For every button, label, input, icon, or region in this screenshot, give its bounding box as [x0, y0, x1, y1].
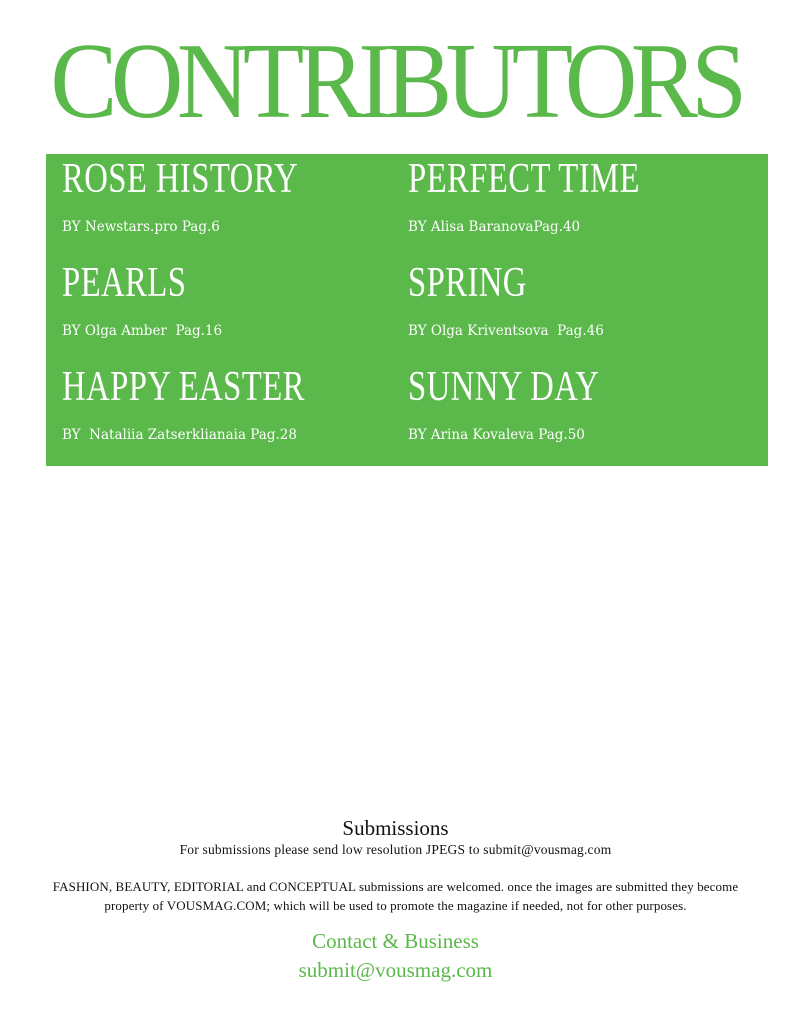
article-title: PERFECT TIME	[408, 156, 640, 202]
submissions-heading: Submissions	[342, 816, 449, 840]
article-byline: BY Alisa BaranovaPag.40	[408, 219, 581, 235]
article-byline: BY Olga Kriventsova Pag.46	[408, 323, 604, 339]
article-title: HAPPY EASTER	[62, 364, 305, 410]
article-title: SPRING	[408, 260, 527, 306]
contributor-entry	[62, 156, 365, 236]
contributor-entry	[408, 156, 705, 236]
contributor-entry	[408, 260, 604, 340]
contributors-panel	[46, 154, 768, 466]
article-title: ROSE HISTORY	[62, 156, 299, 202]
article-byline: BY Nataliia Zatserklianaia Pag.28	[62, 427, 297, 443]
submissions-policy: FASHION, BEAUTY, EDITORIAL and CONCEPTUAL submissions are welcomed. once the images are submitted they become property of VOUSMAG.COM; which will be used to promote the magazine if needed, not for other purposes.	[52, 879, 739, 913]
article-byline: BY Olga Amber Pag.16	[62, 323, 223, 339]
article-byline: BY Arina Kovaleva Pag.50	[408, 427, 585, 443]
contact-email-link[interactable]: submit@vousmag.com	[298, 958, 493, 982]
page-title: CONTRIBUTORS	[50, 22, 741, 141]
contributor-entry	[408, 364, 653, 444]
contact-heading: Contact & Business	[312, 929, 479, 953]
submissions-instructions: For submissions please send low resolution JPEGS to submit@vousmag.com	[179, 842, 612, 857]
contributor-entry	[62, 260, 222, 340]
article-byline: BY Newstars.pro Pag.6	[62, 219, 220, 235]
article-title: PEARLS	[62, 260, 187, 306]
contributor-entry	[62, 364, 373, 444]
article-title: SUNNY DAY	[408, 364, 600, 410]
